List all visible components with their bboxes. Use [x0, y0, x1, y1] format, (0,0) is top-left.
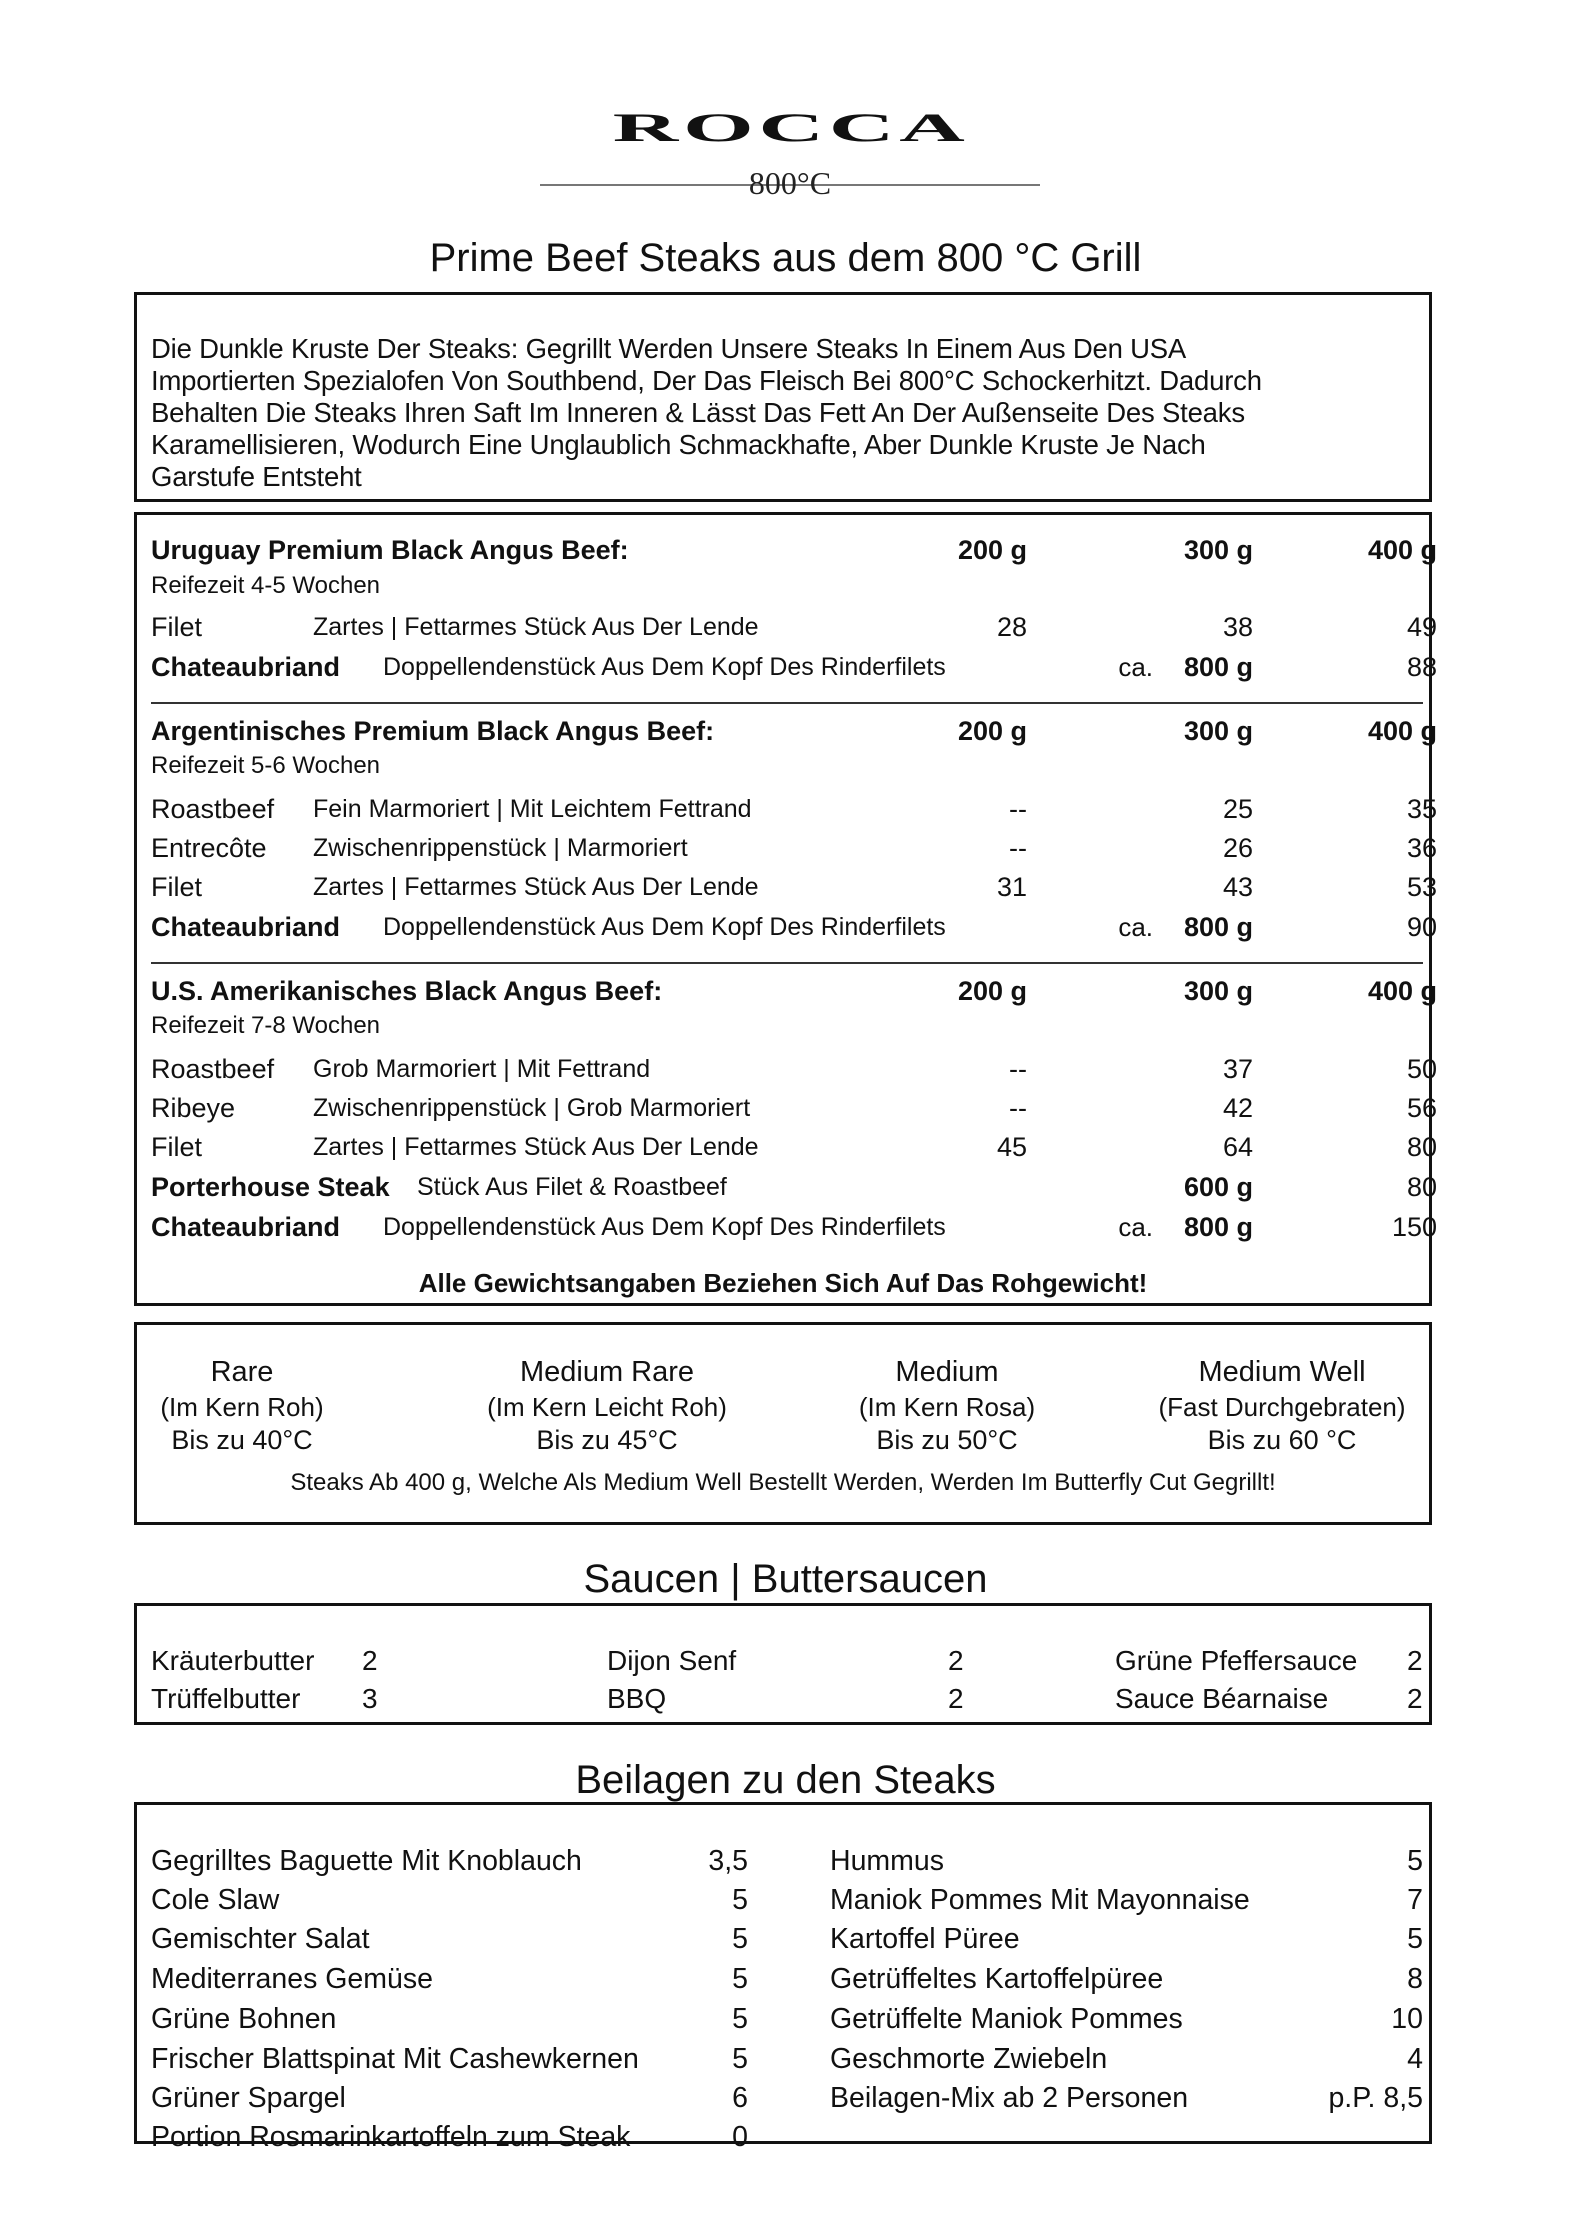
side-price: 3,5 [708, 1845, 748, 1877]
side-name: Grüne Bohnen [151, 2003, 337, 2035]
side-name: Portion Rosmarinkartoffeln zum Steak [151, 2121, 631, 2153]
side-item[interactable] [830, 1841, 1423, 1881]
price-400g: 36 [1406, 833, 1437, 863]
col-header-300g: 300 g [1183, 976, 1253, 1006]
price-400g: 56 [1406, 1093, 1437, 1123]
price-200g: -- [1009, 1093, 1027, 1123]
sauce-price: 3 [362, 1683, 378, 1714]
menu-item-row[interactable] [151, 649, 1437, 685]
aging-info [151, 748, 1437, 784]
price-400g: 80 [1406, 1132, 1437, 1162]
group-header-uruguay [151, 532, 1437, 568]
side-item[interactable] [830, 1999, 1423, 2039]
side-name: Gegrilltes Baguette Mit Knoblauch [151, 1845, 582, 1877]
group-separator [151, 962, 1423, 964]
price-300g: 42 [1222, 1093, 1253, 1123]
side-price: 5 [732, 1963, 748, 1995]
side-name: Maniok Pommes Mit Mayonnaise [830, 1884, 1250, 1916]
side-name: Frischer Blattspinat Mit Cashewkernen [151, 2043, 639, 2075]
side-name: Mediterranes Gemüse [151, 1963, 433, 1995]
cut-description: Zwischenrippenstück | Grob Marmoriert [313, 1094, 751, 1122]
aging-text: Reifezeit 5-6 Wochen [151, 752, 381, 779]
sauce-price: 2 [362, 1645, 378, 1676]
menu-item-row[interactable] [151, 1169, 1437, 1205]
intro-line: Karamellisieren, Wodurch Eine Unglaublich Schmackhafte, Aber Dunkle Kruste Je Nach [151, 429, 1206, 460]
group-title: Argentinisches Premium Black Angus Beef: [151, 716, 715, 746]
side-item[interactable] [830, 2039, 1423, 2079]
group-title: Uruguay Premium Black Angus Beef: [151, 535, 629, 565]
cut-description: Doppellendenstück Aus Dem Kopf Des Rinderfilets [383, 913, 946, 941]
weight: 800 g [1183, 1212, 1253, 1242]
side-name: Getrüffelte Maniok Pommes [830, 2003, 1183, 2035]
price-400g: 49 [1406, 612, 1437, 642]
side-name: Gemischter Salat [151, 1923, 370, 1955]
price-300g: 38 [1222, 612, 1253, 642]
price-300g: 43 [1222, 872, 1253, 902]
price: 150 [1391, 1212, 1437, 1242]
approx-label: ca. [1118, 652, 1153, 682]
aging-info [151, 568, 1437, 604]
doneness-temperature: Bis zu 45°C [536, 1425, 678, 1455]
cut-description: Doppellendenstück Aus Dem Kopf Des Rinderfilets [383, 1213, 946, 1241]
doneness-temperature: Bis zu 60 °C [1207, 1425, 1357, 1455]
side-item[interactable] [151, 1999, 748, 2039]
weight: 800 g [1183, 912, 1253, 942]
cut-description: Zartes | Fettarmes Stück Aus Der Lende [313, 873, 759, 901]
cut-name: Roastbeef [151, 794, 275, 824]
cut-description: Zartes | Fettarmes Stück Aus Der Lende [313, 1133, 759, 1161]
side-price: 6 [732, 2082, 748, 2114]
sauces-box [134, 1603, 1432, 1725]
side-name: Cole Slaw [151, 1884, 280, 1916]
intro-line: Die Dunkle Kruste Der Steaks: Gegrillt Werden Unsere Steaks In Einem Aus Den USA [151, 333, 1187, 364]
price-400g: 53 [1406, 872, 1437, 902]
col-header-200g: 200 g [957, 716, 1027, 746]
group-header-usa [151, 973, 1437, 1009]
page-title: Prime Beef Steaks aus dem 800 °C Grill [429, 236, 1142, 280]
cut-description: Grob Marmoriert | Mit Fettrand [313, 1055, 651, 1083]
side-price: 5 [732, 2003, 748, 2035]
cut-description: Zartes | Fettarmes Stück Aus Der Lende [313, 613, 759, 641]
side-name: Grüner Spargel [151, 2082, 346, 2114]
approx-label: ca. [1118, 912, 1153, 942]
intro-line: Importierten Spezialofen Von Southbend, Der Das Fleisch Bei 800°C Schockerhitzt. Dadurch [151, 365, 1262, 396]
col-header-300g: 300 g [1183, 535, 1253, 565]
price: 88 [1406, 652, 1437, 682]
weight: 600 g [1183, 1172, 1253, 1202]
price-300g: 64 [1222, 1132, 1253, 1162]
side-price: 4 [1407, 2043, 1423, 2075]
doneness-name: Medium Well [1198, 1356, 1366, 1388]
doneness-temperature: Bis zu 40°C [171, 1425, 313, 1455]
aging-info [151, 1008, 1437, 1044]
raw-weight-note: Alle Gewichtsangaben Beziehen Sich Auf Das Rohgewicht! [418, 1268, 1148, 1298]
sauce-name: Grüne Pfeffersauce [1115, 1645, 1358, 1676]
side-price: 5 [732, 2043, 748, 2075]
aging-text: Reifezeit 7-8 Wochen [151, 1012, 381, 1039]
cut-name: Filet [151, 872, 203, 902]
sauce-name: Sauce Béarnaise [1115, 1683, 1329, 1714]
side-price: 5 [732, 1923, 748, 1955]
cut-name: Chateaubriand [151, 1212, 341, 1242]
side-item[interactable] [151, 1959, 748, 1999]
sauce-price: 2 [1407, 1683, 1423, 1714]
price-400g: 35 [1406, 794, 1437, 824]
intro-text [151, 333, 1421, 493]
side-name: Beilagen-Mix ab 2 Personen [830, 2082, 1189, 2114]
sides-title: Beilagen zu den Steaks [575, 1758, 996, 1802]
col-header-400g: 400 g [1367, 976, 1437, 1006]
price-200g: 31 [996, 872, 1027, 902]
side-item[interactable] [151, 1880, 748, 1920]
col-header-400g: 400 g [1367, 716, 1437, 746]
sauce-name: Trüffelbutter [151, 1683, 301, 1714]
sauce-price: 2 [948, 1683, 964, 1714]
side-name: Getrüffeltes Kartoffelpüree [830, 1963, 1164, 1995]
cut-name: Filet [151, 612, 203, 642]
side-item[interactable] [151, 2039, 748, 2079]
doneness-level-medium [817, 1353, 1077, 1457]
menu-item-row[interactable] [151, 1051, 1437, 1087]
logo-text: ROCCA [612, 105, 970, 151]
logo-subtitle: 800°C [748, 165, 832, 201]
menu-item-row[interactable] [151, 830, 1437, 866]
menu-item-row[interactable] [151, 1209, 1437, 1245]
intro-box [134, 292, 1432, 502]
side-item[interactable] [151, 2117, 748, 2157]
price-200g: -- [1009, 833, 1027, 863]
side-price: 0 [732, 2121, 748, 2153]
side-price: 8 [1407, 1963, 1423, 1995]
side-price: p.P. 8,5 [1328, 2082, 1423, 2114]
cut-name: Entrecôte [151, 833, 267, 863]
price-200g: 28 [996, 612, 1027, 642]
side-name: Kartoffel Püree [830, 1923, 1020, 1955]
sauces-title: Saucen | Buttersaucen [583, 1557, 988, 1601]
side-name: Hummus [830, 1845, 945, 1877]
price: 80 [1406, 1172, 1437, 1202]
doneness-description: (Im Kern Leicht Roh) [487, 1392, 727, 1422]
aging-text: Reifezeit 4-5 Wochen [151, 572, 381, 599]
sauce-price: 2 [1407, 1645, 1423, 1676]
price-300g: 26 [1222, 833, 1253, 863]
butterfly-cut-note: Steaks Ab 400 g, Welche Als Medium Well Bestellt Werden, Werden Im Butterfly Cut Gegrillt! [290, 1469, 1276, 1496]
cut-name: Chateaubriand [151, 652, 341, 682]
intro-line: Garstufe Entsteht [151, 461, 362, 492]
side-price: 5 [1407, 1923, 1423, 1955]
doneness-level-medium-rare [457, 1353, 757, 1457]
menu-item-row[interactable] [151, 609, 1437, 645]
cut-name: Filet [151, 1132, 203, 1162]
steak-price-box [134, 512, 1437, 1306]
doneness-description: (Fast Durchgebraten) [1158, 1392, 1406, 1422]
doneness-level-medium-well [1137, 1353, 1427, 1457]
doneness-name: Medium [895, 1356, 999, 1388]
price-200g: 45 [996, 1132, 1027, 1162]
side-item[interactable] [151, 1841, 748, 1881]
price-200g: -- [1009, 1054, 1027, 1084]
side-price: 5 [1407, 1845, 1423, 1877]
doneness-name: Rare [210, 1356, 274, 1388]
doneness-description: (Im Kern Rosa) [858, 1392, 1036, 1422]
approx-label: ca. [1118, 1212, 1153, 1242]
side-price: 10 [1391, 2003, 1423, 2035]
col-header-200g: 200 g [957, 976, 1027, 1006]
sauce-price: 2 [948, 1645, 964, 1676]
menu-item-row[interactable] [151, 791, 1437, 827]
side-item[interactable] [830, 1919, 1423, 1959]
side-item[interactable] [830, 1959, 1423, 1999]
price-300g: 37 [1222, 1054, 1253, 1084]
side-item[interactable] [830, 1880, 1423, 1920]
cut-description: Doppellendenstück Aus Dem Kopf Des Rinderfilets [383, 653, 946, 681]
cut-name: Ribeye [151, 1093, 236, 1123]
doneness-level-rare [137, 1353, 347, 1457]
side-item[interactable] [151, 1919, 748, 1959]
weight: 800 g [1183, 652, 1253, 682]
col-header-300g: 300 g [1183, 716, 1253, 746]
sauce-name: Kräuterbutter [151, 1645, 315, 1676]
menu-item-row[interactable] [151, 869, 1437, 905]
logo-wordmark [541, 102, 1041, 154]
side-item[interactable] [151, 2078, 748, 2118]
price-400g: 50 [1406, 1054, 1437, 1084]
cut-name: Roastbeef [151, 1054, 275, 1084]
price: 90 [1406, 912, 1437, 942]
group-header-argentina [151, 713, 1437, 749]
cut-description: Zwischenrippenstück | Marmoriert [313, 834, 688, 862]
cut-name: Porterhouse Steak [151, 1172, 390, 1202]
side-price: 7 [1407, 1884, 1423, 1916]
sauce-name: BBQ [607, 1683, 667, 1714]
menu-item-row[interactable] [151, 1090, 1437, 1126]
group-separator [151, 702, 1423, 704]
doneness-name: Medium Rare [519, 1356, 695, 1388]
price-300g: 25 [1222, 794, 1253, 824]
col-header-200g: 200 g [957, 535, 1027, 565]
doneness-description: (Im Kern Roh) [160, 1392, 324, 1422]
cut-description: Stück Aus Filet & Roastbeef [417, 1173, 727, 1201]
sauce-name: Dijon Senf [607, 1645, 737, 1676]
col-header-400g: 400 g [1367, 535, 1437, 565]
cut-name: Chateaubriand [151, 912, 341, 942]
side-name: Geschmorte Zwiebeln [830, 2043, 1108, 2075]
doneness-temperature: Bis zu 50°C [876, 1425, 1018, 1455]
sides-box [134, 1802, 1432, 2153]
menu-item-row[interactable] [151, 909, 1437, 945]
doneness-box [134, 1322, 1432, 1525]
intro-line: Behalten Die Steaks Ihren Saft Im Inneren & Lässt Das Fett An Der Außenseite Des Steaks [151, 397, 1245, 428]
side-item[interactable] [830, 2078, 1423, 2118]
side-price: 5 [732, 1884, 748, 1916]
price-200g: -- [1009, 794, 1027, 824]
cut-description: Fein Marmoriert | Mit Leichtem Fettrand [313, 795, 752, 823]
group-title: U.S. Amerikanisches Black Angus Beef: [151, 976, 663, 1006]
menu-item-row[interactable] [151, 1129, 1437, 1165]
